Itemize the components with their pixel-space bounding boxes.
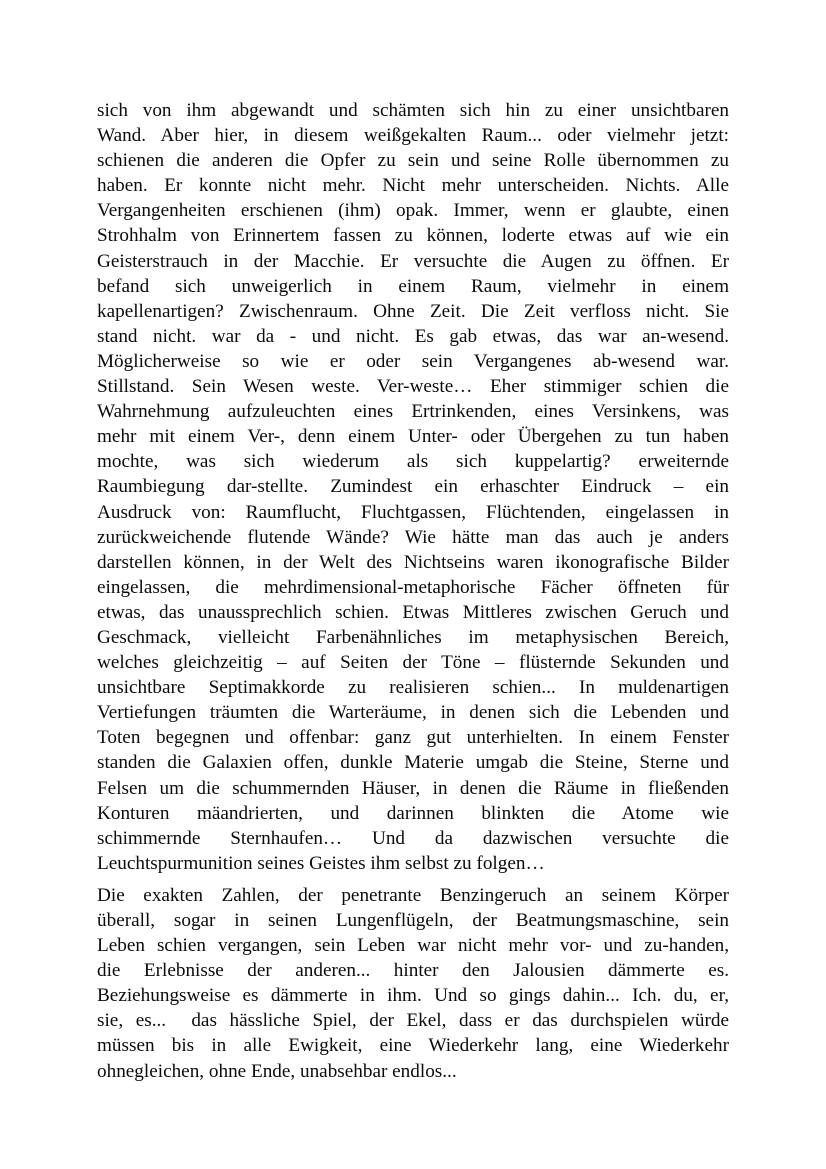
text-line: Wahrnehmung aufzuleuchten eines Ertrinkenden, eines Versinkens, was: [97, 401, 729, 423]
text-line: Die exakten Zahlen, der penetrante Benzingeruch an seinem Körper: [97, 884, 729, 906]
text-line: Toten begegnen und offenbar: ganz gut unterhielten. In einem Fenster: [97, 727, 729, 749]
text-line: sich von ihm abgewandt und schämten sich hin zu einer unsichtbaren: [97, 100, 729, 121]
text-line: unsichtbare Septimakkorde zu realisieren schien... In muldenartigen: [97, 677, 729, 699]
text-line: überall, sogar in seinen Lungenflügeln, der Beatmungsmaschine, sein: [97, 910, 729, 931]
text-line: etwas, das unaussprechlich schien. Etwas Mittleres zwischen Geruch und: [97, 601, 729, 623]
text-line: die Erlebnisse der anderen... hinter den Jalousien dämmerte es.: [97, 960, 729, 982]
paragraph-1: [97, 98, 729, 876]
text-line: Stillstand. Sein Wesen weste. Ver-weste… Eher stimmiger schien die: [97, 376, 729, 398]
text-line: Ausdruck von: Raumflucht, Fluchtgassen, Flüchtenden, eingelassen in: [97, 501, 729, 523]
text-line: Geschmack, vielleicht Farbenähnliches im metaphysischen Bereich,: [97, 626, 729, 648]
text-line: Möglicherweise so wie er oder sein Vergangenes ab-wesend war.: [97, 350, 729, 372]
text-line: sie, es... das hässliche Spiel, der Ekel, dass er das durchspielen würde: [97, 1010, 729, 1032]
paragraph-2: [97, 883, 729, 1084]
text-line: standen die Galaxien offen, dunkle Materie umgab die Steine, Sterne und: [97, 752, 729, 774]
text-line: befand sich unweigerlich in einem Raum, vielmehr in einem: [97, 275, 729, 297]
text-line: Vergangenheiten erschienen (ihm) opak. Immer, wenn er glaubte, einen: [97, 200, 729, 222]
text-line: Strohhalm von Erinnertem fassen zu können, loderte etwas auf wie ein: [97, 225, 729, 247]
text-line: welches gleichzeitig – auf Seiten der Töne – flüsternde Sekunden und: [97, 652, 729, 674]
text-line: Raumbiegung dar-stellte. Zumindest ein erhaschter Eindruck – ein: [97, 476, 729, 498]
text-line: eingelassen, die mehrdimensional-metaphorische Fächer öffneten für: [97, 576, 729, 598]
text-line: Wand. Aber hier, in diesem weißgekalten Raum... oder vielmehr jetzt:: [97, 125, 729, 147]
text-line: Konturen mäandrierten, und darinnen blinkten die Atome wie: [97, 802, 729, 824]
text-line: Leuchtspurmunition seines Geistes ihm selbst zu folgen…: [97, 852, 545, 874]
body-text-block: [97, 98, 729, 1091]
text-line: Geisterstrauch in der Macchie. Er versuchte die Augen zu öffnen. Er: [97, 250, 729, 272]
text-line: schimmernde Sternhaufen… Und da dazwischen versuchte die: [97, 827, 729, 849]
text-line: Beziehungsweise es dämmerte in ihm. Und so gings dahin... Ich. du, er,: [97, 985, 729, 1007]
text-line: Felsen um die schummernden Häuser, in denen die Räume in fließenden: [97, 777, 729, 799]
text-line: Leben schien vergangen, sein Leben war nicht mehr vor- und zu-handen,: [97, 935, 729, 957]
text-line: zurückweichende flutende Wände? Wie hätte man das auch je anders: [97, 526, 729, 548]
text-line: ohnegleichen, ohne Ende, unabsehbar endlos...: [97, 1060, 457, 1082]
text-line: mehr mit einem Ver-, denn einem Unter- oder Übergehen zu tun haben: [97, 426, 729, 448]
text-line: kapellenartigen? Zwischenraum. Ohne Zeit. Die Zeit verfloss nicht. Sie: [97, 300, 729, 322]
text-line: Vertiefungen träumten die Warteräume, in denen sich die Lebenden und: [97, 702, 729, 724]
text-line: haben. Er konnte nicht mehr. Nicht mehr unterscheiden. Nichts. Alle: [97, 175, 729, 197]
text-line: darstellen können, in der Welt des Nichtseins waren ikonografische Bilder: [97, 551, 729, 573]
text-line: müssen bis in alle Ewigkeit, eine Wiederkehr lang, eine Wiederkehr: [97, 1035, 729, 1057]
text-line: stand nicht. war da - und nicht. Es gab etwas, das war an-wesend.: [97, 325, 729, 347]
text-line: schienen die anderen die Opfer zu sein und seine Rolle übernommen zu: [97, 150, 729, 172]
text-line: mochte, was sich wiederum als sich kuppelartig? erweiternde: [97, 451, 729, 473]
